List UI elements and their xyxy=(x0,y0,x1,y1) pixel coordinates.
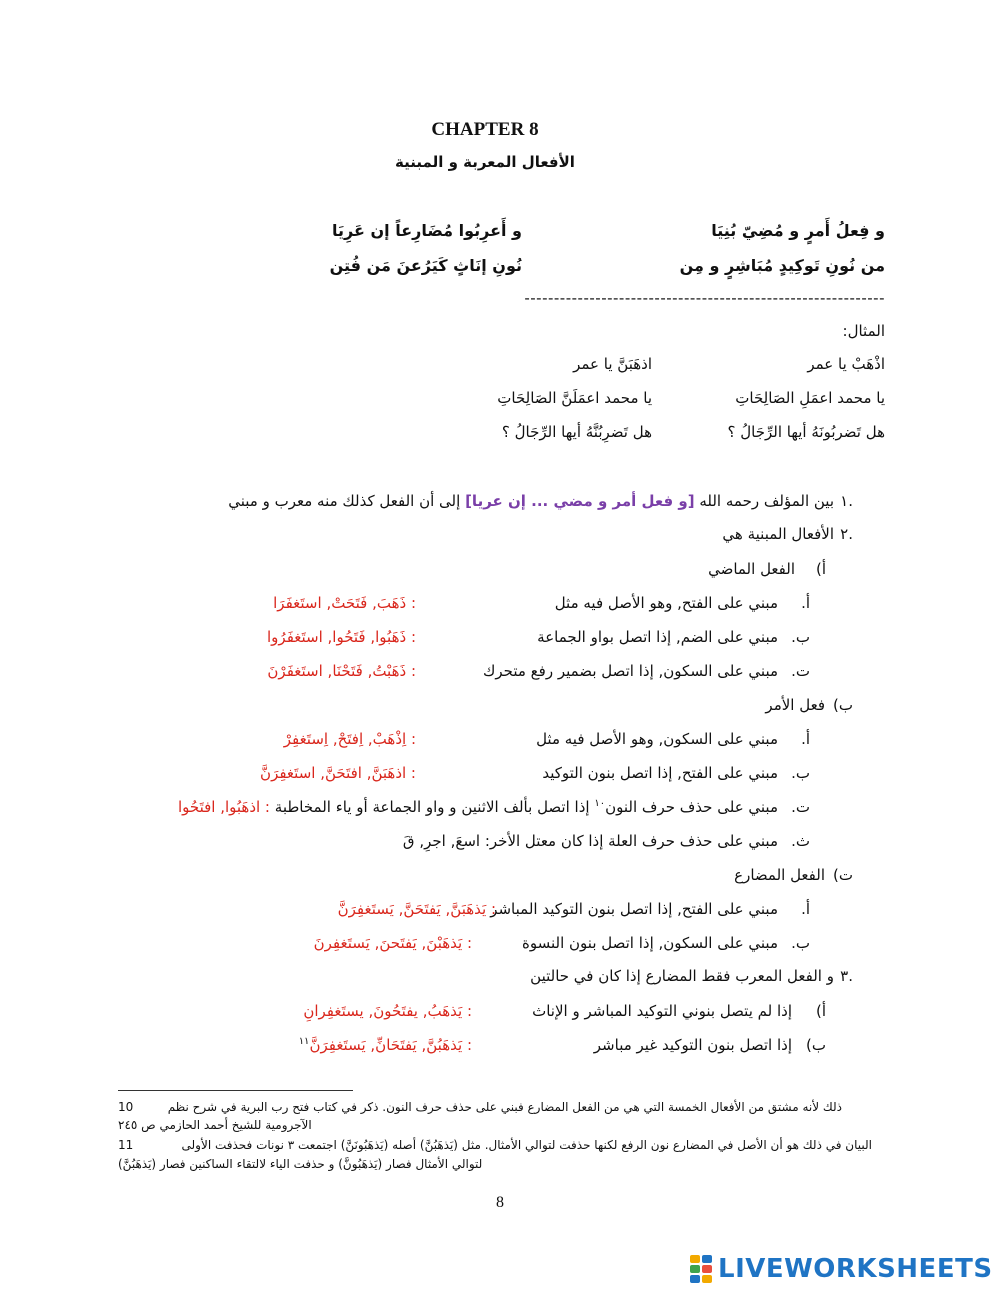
imp-row-1-rule: مبني على السكون, وهو الأصل فيه مثل xyxy=(536,730,778,748)
verse-2-left: نُونِ إنَاثٍ كَيَرُعنَ مَن فُتِن xyxy=(329,256,522,275)
mu-row-2-marker: ب) xyxy=(806,1036,826,1054)
point-2-number: ٢. xyxy=(840,525,853,543)
past-row-3-example: : ذَهَبْتُ, فَتَحْنَا, استَغفَرْنَ xyxy=(267,662,416,680)
footnote-separator xyxy=(118,1090,353,1091)
past-row-1-example: : ذَهَبَ, فَتَحَتْ, استَغفَرَا xyxy=(273,594,416,612)
imp-row-3-example: : اذهَبُوا, افتَحُوا xyxy=(177,798,270,816)
point-3-text: و الفعل المعرب فقط المضارع إذا كان في حالتين xyxy=(530,967,834,985)
section-past-title: الفعل الماضي xyxy=(708,560,795,578)
divider: ------------------------------------------------------------- xyxy=(524,289,885,307)
section-imperative-title: فعل الأمر xyxy=(765,696,825,714)
mu-row-1-rule: إذا لم يتصل بنوني التوكيد المباشر و الإناث xyxy=(532,1002,792,1020)
point-1-number: ١. xyxy=(840,492,853,510)
chapter-title: CHAPTER 8 xyxy=(431,119,539,140)
page-number: 8 xyxy=(496,1194,504,1211)
imp-row-4-rule: مبني على حذف حرف العلة إذا كان معتل الأخر: اسعَ, اجرِ, قَ xyxy=(402,832,778,850)
pres-row-2-marker: ب. xyxy=(791,934,810,952)
footnote-11-line1: البيان في ذلك هو أن الأصل في المضارع نون الرفع لكنها حذفت لتوالي الأمثال. مثل (يَذهَبُنَّ) أصله (يَذهَبُونَنَّ) اجتمعت ٣ نونات فحذفت الأولى xyxy=(181,1138,872,1152)
mu-row-2-example: : يَذهَبُنَّ, يَفتَحَانِّ, يَستَغفِرَنَّ xyxy=(309,1036,472,1054)
pres-row-1-rule: مبني على الفتح, إذا اتصل بنون التوكيد المباشر xyxy=(490,900,778,918)
past-row-1-marker: أ. xyxy=(801,594,810,612)
footnote-ref-11[interactable]: ١١ xyxy=(298,1036,310,1047)
mu-row-2-rule: إذا اتصل بنون التوكيد غير مباشر xyxy=(593,1036,792,1054)
imp-row-1-marker: أ. xyxy=(801,730,810,748)
pres-row-2-rule: مبني على السكون, إذا اتصل بنون النسوة xyxy=(522,934,778,952)
section-present-title: الفعل المضارع xyxy=(734,866,825,884)
chapter-subtitle: الأفعال المعربة و المبنية xyxy=(395,153,575,171)
past-row-2-marker: ب. xyxy=(791,628,810,646)
footnote-10-line1: ذلك لأنه مشتق من الأفعال الخمسة التي هي من الفعل المضارع فبني على حذف حرف النون. ذكر في كتاب فتح رب البرية في شرح نظم xyxy=(167,1100,842,1114)
pres-row-1-marker: أ. xyxy=(801,900,810,918)
mu-row-2-example-wrap xyxy=(299,1036,472,1054)
section-present-marker: ت) xyxy=(833,866,853,884)
imp-row-3-rule-b: إذا اتصل بألف الاثنين و واو الجماعة أو ياء المخاطبة xyxy=(274,798,590,816)
past-row-3-rule: مبني على السكون, إذا اتصل بضمير رفع متحرك xyxy=(483,662,778,680)
point-1-pre: بين المؤلف رحمه الله xyxy=(699,492,834,510)
imp-row-2-rule: مبني على الفتح, إذا اتصل بنون التوكيد xyxy=(542,764,778,782)
footnote-10-number: 10 xyxy=(118,1100,134,1114)
example-2-left: يا محمد اعمَلَنَّ الصَالِحَاتِ xyxy=(497,389,652,407)
mu-row-1-marker: أ) xyxy=(815,1002,826,1020)
imp-row-3-marker: ت. xyxy=(791,798,810,816)
section-imperative-marker: ب) xyxy=(833,696,853,714)
brand-name: LIVEWORKSHEETS xyxy=(718,1254,993,1284)
verse-1-right: و فِعلُ أَمرٍ و مُضِيّ بُنِيَا xyxy=(711,221,885,240)
verse-1-left: و أَعرِبُوا مُضَارِعاً إن عَرِيَا xyxy=(332,221,522,240)
past-row-2-example: : ذَهَبُوا, فَتَحُوا, استَغفَرُوا xyxy=(267,628,416,646)
point-1-post: إلى أن الفعل كذلك منه معرب و مبني xyxy=(228,492,461,510)
pres-row-1-example: : يَذهَبَنَّ, يَفتَحَنَّ, يَستَغفِرَنَّ xyxy=(337,900,496,918)
footnote-11-line2: لتوالي الأمثال فصار (يَذهَبُونَّ) و حذفت الياء لالتقاء الساكنين فصار (يَذهَبُنَّ) xyxy=(118,1157,483,1171)
section-past-marker: أ) xyxy=(815,560,826,578)
example-label: المثال: xyxy=(842,322,885,340)
verse-2-right: من نُونِ تَوكِيدٍ مُبَاشِرٍ و مِن xyxy=(679,256,885,275)
imp-row-1-example: : اِذْهَبْ, اِفتَحْ, اِستَغفِرْ xyxy=(283,730,416,748)
pres-row-2-example: : يَذهَبْنَ, يَفتَحنَ, يَستَغفِرنَ xyxy=(313,934,472,952)
point-3-number: ٣. xyxy=(840,967,853,985)
example-1-right: اذْهَبْ يا عمر xyxy=(807,355,885,373)
imp-row-2-marker: ب. xyxy=(791,764,810,782)
footnote-11-number: 11 xyxy=(118,1138,134,1152)
footnote-ref-10[interactable]: ١٠ xyxy=(594,798,606,809)
example-3-right: هل تَضربُونَهُ أيها الرِّجَالُ ؟ xyxy=(727,423,885,441)
past-row-1-rule: مبني على الفتح, وهو الأصل فيه مثل xyxy=(554,594,778,612)
point-1-quote: [و فعل أمر و مضي ... إن عريا] xyxy=(465,492,695,510)
point-2-text: الأفعال المبنية هي xyxy=(722,525,834,543)
mu-row-1-example: : يَذهَبُ, يفتَحُونَ, يستَغفِرانِ xyxy=(303,1002,472,1020)
brand-logo[interactable] xyxy=(690,1254,993,1284)
imp-row-3-rule xyxy=(178,798,778,816)
example-3-left: هل تَضرِبُنَّهُ أيها الرِّجَالُ ؟ xyxy=(501,423,652,441)
past-row-3-marker: ت. xyxy=(791,662,810,680)
point-1-text xyxy=(228,492,834,510)
brand-logo-icon xyxy=(690,1255,712,1283)
past-row-2-rule: مبني على الضم, إذا اتصل بواو الجماعة xyxy=(537,628,778,646)
imp-row-2-example: : اذهَبَنَّ, افتَحَنَّ, استَغفِرَنَّ xyxy=(260,764,416,782)
footnote-10-line2: الآجرومية للشيخ أحمد الحازمي ص ٢٤٥ xyxy=(118,1118,312,1132)
example-1-left: اذهَبَنَّ يا عمر xyxy=(573,355,652,373)
imp-row-3-rule-a: مبني على حذف حرف النون xyxy=(605,798,778,816)
example-2-right: يا محمد اعمَلِ الصَالِحَاتِ xyxy=(735,389,885,407)
imp-row-4-marker: ث. xyxy=(791,832,810,850)
